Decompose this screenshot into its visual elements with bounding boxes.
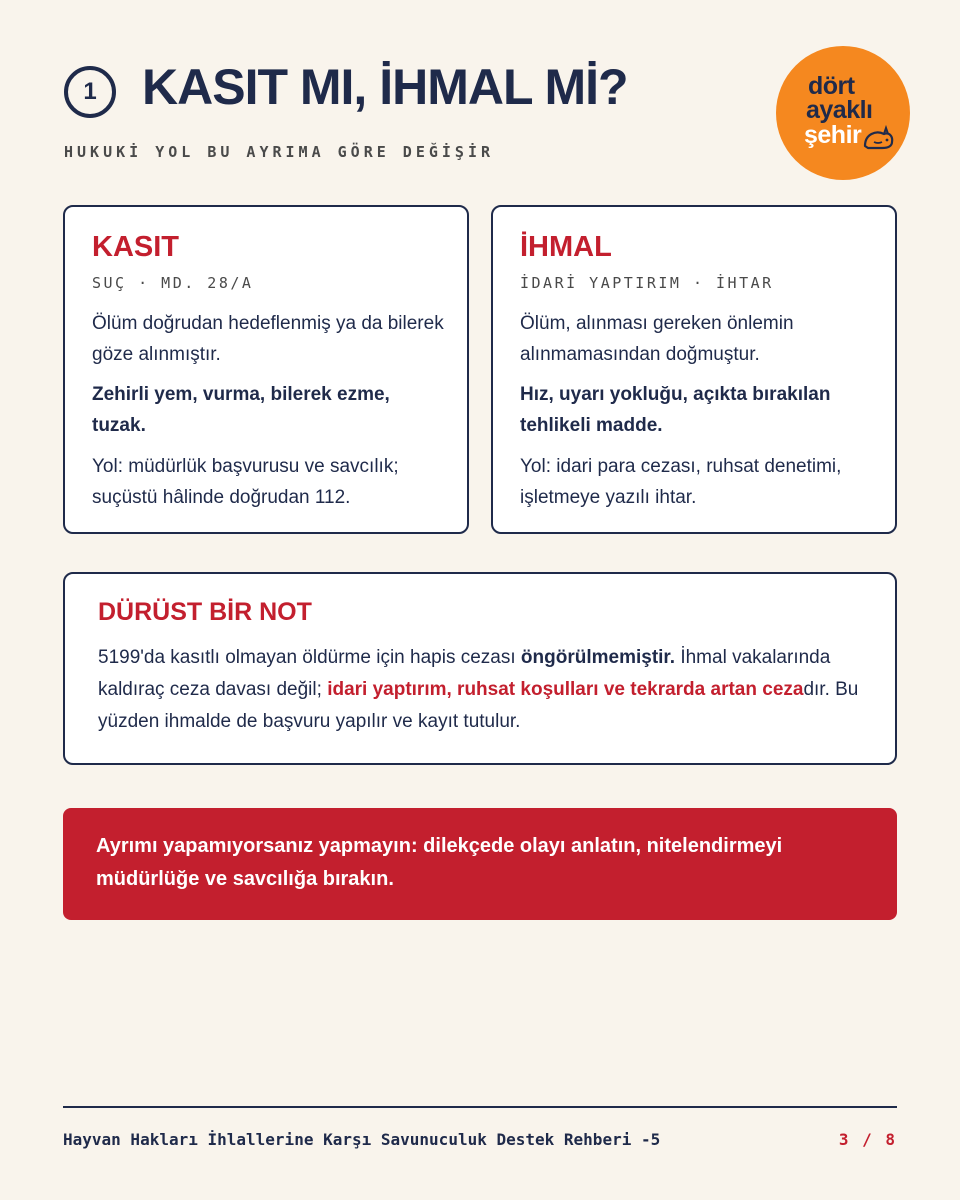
ihmal-card-title: İHMAL [520,231,612,263]
logo-line-1: dört [808,72,855,100]
ihmal-card-tag: İDARİ YAPTIRIM · İHTAR [520,274,774,292]
kasit-card-title: KASIT [92,231,179,263]
kasit-card-tag: SUÇ · MD. 28/A [92,274,254,292]
page-indicator: 3 / 8 [838,1130,897,1149]
note-text-1: 5199'da kasıtlı olmayan öldürme için hapis cezası [98,647,521,668]
logo-line-2: ayaklı [806,96,873,124]
note-bold-1: öngörülmemiştir. [520,647,676,668]
note-text-3: dır. Bu yüzden ihmalde de başvuru yapılır ve kayıt tutulur. [98,679,859,732]
ihmal-legal-path: Yol: idari para cezası, ruhsat denetimi, işletmeye yazılı ihtar. [520,456,842,508]
footer-divider [63,1106,897,1108]
note-body [98,642,871,738]
page-title: KASIT MI, İHMAL Mİ? [142,59,628,115]
logo-line-3: şehir [804,121,862,149]
kasit-card [63,205,469,534]
sleeping-cat-icon [862,124,896,152]
honest-note-box [63,572,897,765]
advice-banner [63,808,897,920]
dort-ayakli-sehir-logo [776,46,910,180]
note-title: DÜRÜST BİR NOT [98,598,312,626]
ihmal-examples: Hız, uyarı yokluğu, açıkta bırakılan tehlikeli madde. [520,384,831,436]
ihmal-card [491,205,897,534]
note-highlight: idari yaptırım, ruhsat koşulları ve tekrarda artan ceza [327,679,804,700]
step-number-badge [64,66,116,118]
note-text-2: İhmal vakalarında kaldıraç ceza davası değil; [98,647,831,700]
page-subtitle: HUKUKİ YOL BU AYRIMA GÖRE DEĞİŞİR [64,143,495,161]
footer-guide-title: Hayvan Hakları İhlallerine Karşı Savunuculuk Destek Rehberi -5 [63,1130,661,1149]
kasit-legal-path: Yol: müdürlük başvurusu ve savcılık; suçüstü hâlinde doğrudan 112. [92,456,399,508]
kasit-examples: Zehirli yem, vurma, bilerek ezme, tuzak. [92,384,390,436]
step-number: 1 [83,78,97,105]
kasit-definition: Ölüm doğrudan hedeflenmiş ya da bilerek göze alınmıştır. [92,313,444,365]
advice-banner-text: Ayrımı yapamıyorsanız yapmayın: dilekçede olayı anlatın, nitelendirmeyi müdürlüğe ve savcılığa bırakın. [96,835,783,890]
ihmal-definition: Ölüm, alınması gereken önlemin alınmamasından doğmuştur. [520,313,794,365]
